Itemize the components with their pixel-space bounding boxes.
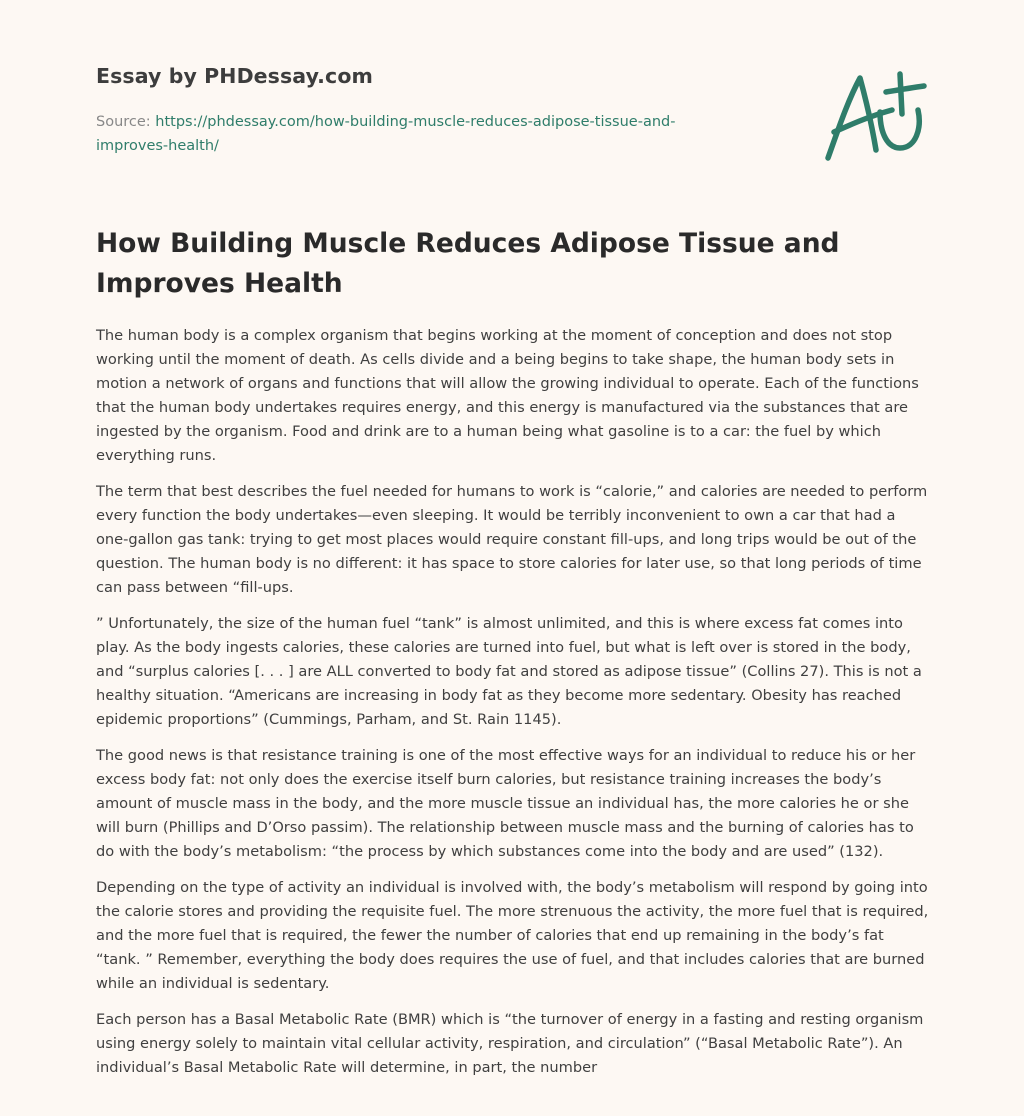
article-paragraph: The good news is that resistance training is one of the most effective ways for an individual to reduce his or her excess body fat: not only does the exercise itself burn calories, but resistance training increases the body’s amount of muscle mass in the body, and the more muscle tissue an individual has, the more calories he or she will burn (Phillips and D’Orso passim). The relationship between muscle mass and the burning of calories has to do with the body’s metabolism: “the process by which substances come into the body and are used” (132). (96, 747, 916, 860)
article-paragraph: Depending on the type of activity an individual is involved with, the body’s metabolism will respond by going into the calorie stores and providing the requisite fuel. The more strenuous the activity, the more fuel that is required, and the more fuel that is required, the fewer the number of calories that end up remaining in the body’s fat “tank. ” Remember, everything the body does requires the use of fuel, and that includes calories that are burned while an individual is sedentary. (96, 879, 929, 992)
site-brand: Essay by PHDessay.com (96, 64, 373, 88)
source-link[interactable]: https://phdessay.com/how-building-muscle-reduces-adipose-tissue-and-improves-health/ (96, 114, 676, 154)
article-paragraph: Each person has a Basal Metabolic Rate (BMR) which is “the turnover of energy in a fasting and resting organism using energy solely to maintain vital cellular activity, respiration, and circulation” (“Basal Metabolic Rate”). An individual’s Basal Metabolic Rate will determine, in part, the number (96, 1011, 924, 1076)
article-paragraph: The term that best describes the fuel needed for humans to work is “calorie,” and calories are needed to perform every function the body undertakes—even sleeping. It would be terribly inconvenient to own a car that had a one-gallon gas tank: trying to get most places would require constant fill-ups, and long trips would be out of the question. The human body is no different: it has space to store calories for later use, so that long periods of time can pass between “fill-ups. (96, 483, 928, 596)
article-body (96, 324, 930, 1092)
article-paragraph: The human body is a complex organism that begins working at the moment of conception and does not stop working until the moment of death. As cells divide and a being begins to take shape, the human body sets in motion a network of organs and functions that will allow the growing individual to operate. Each of the functions that the human body undertakes requires energy, and this energy is manufactured via the substances that are ingested by the organism. Food and drink are to a human being what gasoline is to a car: the fuel by which everything runs. (96, 327, 919, 464)
a-plus-logo-icon (822, 64, 930, 168)
source-label: Source: (96, 114, 151, 130)
source-line (96, 110, 736, 158)
article-paragraph: ” Unfortunately, the size of the human fuel “tank” is almost unlimited, and this is where excess fat comes into play. As the body ingests calories, these calories are turned into fuel, but what is left over is stored in the body, and “surplus calories [. . . ] are ALL converted to body fat and stored as adipose tissue” (Collins 27). This is not a healthy situation. “Americans are increasing in body fat as they become more sedentary. Obesity has reached epidemic proportions” (Cummings, Parham, and St. Rain 1145). (96, 615, 922, 728)
a-plus-logo (822, 64, 930, 168)
article-title: How Building Muscle Reduces Adipose Tissue and Improves Health (96, 228, 840, 299)
